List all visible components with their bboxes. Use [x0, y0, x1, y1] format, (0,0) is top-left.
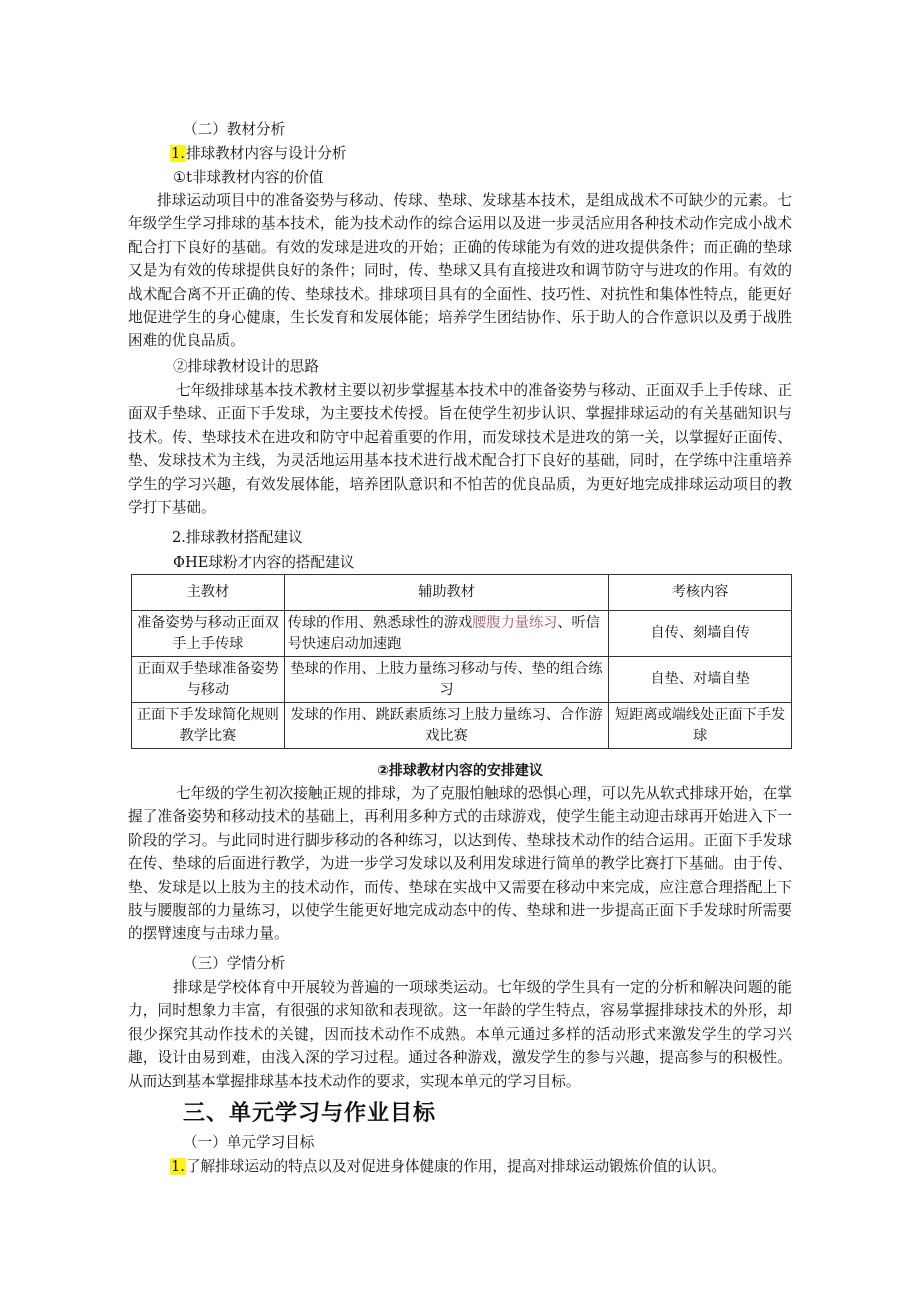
- subheading-design: ②排球教材设计的思路: [173, 358, 319, 375]
- item-2-heading: 2.排球教材搭配建议: [172, 529, 303, 546]
- paragraph-design: 七年级排球基本技术教材主要以初步掌握基本技术中的准备姿势与移动、正面双手上手传球、正面双手垫球、正面下手发球，为主要技术传授。旨在使学生初步认识、掌握排球运动的有关基础知识与技术。传、垫球技术在进攻和防守中起着重要的作用，而发球技术是进攻的第一关，以掌握好正面传、垫、发球技术为主线，为灵活地运用基本技术进行战术配合打下良好的基础，同时，在学练中注重培养学生的学习兴趣，有效发展体能，培养团队意识和不怕苦的优良品质，为更好地完成排球运动项目的教学打下基础。: [128, 382, 792, 517]
- table-title: ΦHE球粉才内容的搭配建议: [173, 554, 355, 571]
- subheading-value: ①t非球教材内容的价值: [173, 169, 324, 186]
- table-header-row: [132, 575, 792, 611]
- header-main: 主教材: [132, 575, 285, 611]
- cell-assess: 自传、刻墙自传: [609, 611, 792, 657]
- cell-aux: [284, 611, 608, 657]
- table-row: [132, 703, 792, 749]
- chapter-heading: 三、单元学习与作业目标: [183, 1101, 437, 1126]
- cell-main: 准备姿势与移动正面双手上手传球: [132, 611, 285, 657]
- table-row: [132, 657, 792, 703]
- materials-table: [131, 574, 792, 749]
- subheading-unit-goals: （一）单元学习目标: [183, 1134, 315, 1151]
- paragraph-student-analysis: 排球是学校体育中开展较为普遍的一项球类运动。七年级的学生具有一定的分析和解决问题的能力，同时想象力丰富，有很强的求知欲和表现欲。这一年龄的学生特点，容易掌握排球技术的外形，却很少探究其动作技术的关键，因而技术动作不成熟。本单元通过多样的活动形式来激发学生的学习兴趣，设计由易到难，由浅入深的学习过程。通过各种游戏，激发学生的参与兴趣，提高参与的积极性。从而达到基本掌握排球基本技术动作的要求，实现本单元的学习目标。: [128, 979, 792, 1090]
- goal-number-highlight: 1.: [171, 1158, 185, 1175]
- item-1-heading: [170, 144, 346, 164]
- goal-1-text: 了解排球运动的特点以及对促进身体健康的作用，提高对排球运动锻炼价值的认识。: [185, 1158, 726, 1175]
- cell-aux: 发球的作用、跳跃素质练习上肢力量练习、合作游戏比赛: [284, 703, 608, 749]
- paragraph-arrangement: 七年级的学生初次接触正规的排球，为了克服怕触球的恐惧心理，可以先从软式排球开始，在掌握了准备姿势和移动技术的基础上，再利用多种方式的击球游戏，使学生能主动迎击球再开始进入下一阶段的学习。与此同时进行脚步移动的各种练习，以达到传、垫球技术动作的结合运用。正面下手发球在传、垫球的后面进行教学，为进一步学习发球以及利用发球进行简单的教学比赛打下基础。由于传、垫、发球是以上肢为主的技术动作，而传、垫球在实战中又需要在移动中来完成，应注意合理搭配上下肢与腰腹部的力量练习，以使学生能更好地完成动态中的传、垫球和进一步提高正面下手发球时所需要的摆臂速度与击球力量。: [128, 785, 792, 943]
- cell-assess: 短距离或端线处正面下手发球: [609, 703, 792, 749]
- paragraph-value: 排球运动项目中的准备姿势与移动、传球、垫球、发球基本技术，是组成战术不可缺少的元素。七年级学生学习排球的基本技术，能为技术动作的综合运用以及进一步灵活应用各种技术动作完成小战术配合打下良好的基础。有效的发球是进攻的开始；正确的传球能为有效的进攻提供条件；而正确的垫球又是为有效的传球提供良好的条件；同时，传、垫球又具有直接进攻和调节防守与进攻的作用。有效的战术配合离不开正确的传、垫球技术。排球项目具有的全面性、技巧性、对抗性和集体性特点，能更好地促进学生的身心健康，生长发育和发展体能；培养学生团结协作、乐于助人的合作意识以及勇于战胜困难的优良品质。: [128, 192, 792, 350]
- cell-aux-pink-text: 腰腹力量练习: [472, 614, 558, 631]
- arrangement-caption: ②排球教材内容的安排建议: [377, 763, 543, 779]
- header-assess: 考核内容: [609, 575, 792, 611]
- goal-1: [170, 1157, 726, 1177]
- cell-aux: 垫球的作用、上肢力量练习移动与传、垫的组合练习: [284, 657, 608, 703]
- cell-main: 正面下手发球简化规则教学比赛: [132, 703, 285, 749]
- header-aux: 辅助教材: [284, 575, 608, 611]
- cell-main: 正面双手垫球准备姿势与移动: [132, 657, 285, 703]
- cell-aux-text: 传球的作用、熟悉球性的游戏: [287, 614, 473, 631]
- table-row: [132, 611, 792, 657]
- cell-assess: 自垫、对墙自垫: [609, 657, 792, 703]
- item-1-title: 排球教材内容与设计分析: [185, 145, 347, 162]
- item-number-highlight: 1.: [171, 145, 185, 162]
- section-heading-materials-analysis: （二）教材分析: [183, 121, 286, 138]
- cell-aux-text-2: 、听信号快速启动加速跑: [287, 614, 600, 652]
- section-heading-student-analysis: （三）学情分析: [183, 955, 286, 972]
